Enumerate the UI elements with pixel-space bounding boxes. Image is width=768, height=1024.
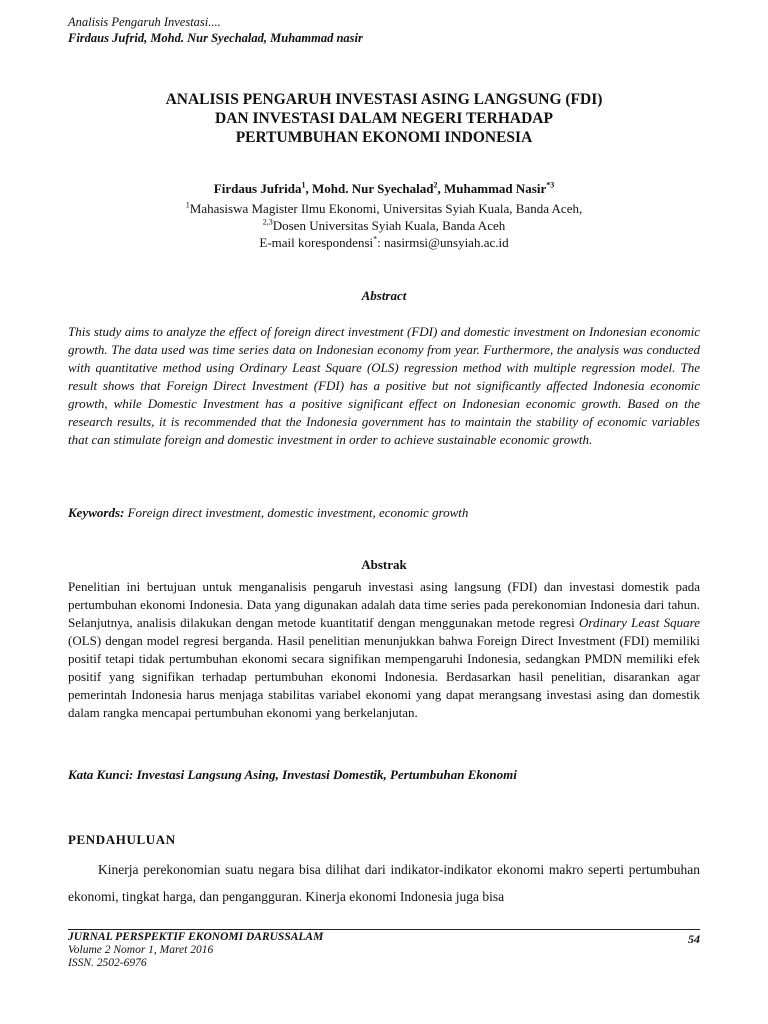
author-list (60, 181, 708, 197)
keywords-line (68, 505, 700, 521)
author-2-affiliation-mark: 2 (433, 180, 438, 190)
journal-volume: Volume 2 Nomor 1, Maret 2016 (68, 944, 214, 956)
keywords-label: Keywords: (68, 505, 125, 520)
email-address[interactable]: : nasirmsi@unsyiah.ac.id (377, 235, 509, 250)
abstract-text: This study aims to analyze the effect of foreign direct investment (FDI) and domestic investment on Indonesian economic growth. The data used was time series data on Indonesian economy from year. Furthermore, the analysis was conducted with quantitative method using Ordinary Least Square (OLS) regression method with multiple regression model. The result shows that Foreign Direct Investment (FDI) has a positive but not significantly affected Indonesia economic growth, while Domestic Investment has a positive significant effect on Indonesian economic growth. Based on the research results, it is recommended that the Indonesia government has to maintain the stability of economic variables that can stimulate foreign and domestic investment in order to achieve sustainable economic growth. (68, 324, 700, 447)
author-2: Mohd. Nur Syechalad (312, 181, 434, 196)
affiliation-2-text: Dosen Universitas Syiah Kuala, Banda Aceh (272, 218, 506, 233)
intro-paragraph (68, 856, 700, 910)
title-line-3: PERTUMBUHAN EKONOMI INDONESIA (235, 129, 533, 146)
author-separator: , (437, 181, 445, 196)
abstrak-text (68, 578, 700, 722)
abstrak-heading: Abstrak (361, 557, 407, 572)
affiliation-2-mark: 2,3 (262, 217, 273, 227)
keywords-text: Foreign direct investment, domestic investment, economic growth (124, 505, 469, 520)
email-label: E-mail korespondensi (259, 235, 374, 250)
abstrak-method-term: Ordinary Least Square (579, 615, 700, 630)
page-number: 54 (688, 932, 700, 946)
author-1-affiliation-mark: 1 (301, 180, 306, 190)
section-heading-pendahuluan: PENDAHULUAN (68, 832, 176, 847)
footer-divider (68, 929, 700, 930)
intro-text: Kinerja perekonomian suatu negara bisa dilihat dari indikator-indikator ekonomi makro seperti pertumbuhan ekonomi, tingkat harga, dan pengangguran. Kinerja ekonomi Indonesia juga bisa (68, 862, 700, 904)
running-head-title: Analisis Pengaruh Investasi.... (68, 15, 221, 29)
title-line-1: ANALISIS PENGARUH INVESTASI ASING LANGSUNG (FDI) (165, 91, 603, 108)
running-head (68, 14, 363, 46)
correspondence-email (60, 234, 708, 251)
title-line-2: DAN INVESTASI DALAM NEGERI TERHADAP (215, 110, 553, 127)
journal-name: JURNAL PERSPEKTIF EKONOMI DARUSSALAM (68, 931, 324, 943)
abstrak-text-part-1: Penelitian ini bertujuan untuk menganalisis pengaruh investasi asing langsung (FDI) dan investasi domestik pada pertumbuhan ekonomi Indonesia. Data yang digunakan adalah data time series pada perekonomian Indonesia dari tahun. Selanjutnya, analisis dilakukan dengan metode kuantitatif dengan menggunakan metode regresi (68, 579, 700, 630)
affiliation-1 (60, 200, 708, 217)
author-3: Muhammad Nasir (444, 181, 547, 196)
abstract-heading: Abstract (361, 288, 407, 303)
author-3-affiliation-mark: *3 (546, 180, 555, 190)
kata-kunci-line: Kata Kunci: Investasi Langsung Asing, Investasi Domestik, Pertumbuhan Ekonomi (68, 767, 517, 782)
affiliation-1-text: Mahasiswa Magister Ilmu Ekonomi, Universitas Syiah Kuala, Banda Aceh, (189, 201, 583, 216)
journal-issn: ISSN. 2502-6976 (68, 957, 147, 969)
paper-title (60, 90, 708, 147)
affiliation-1-mark: 1 (185, 200, 190, 210)
author-separator: , (305, 181, 313, 196)
journal-footer (68, 931, 323, 970)
affiliation-2 (60, 217, 708, 234)
abstrak-text-part-2: (OLS) dengan model regresi berganda. Hasil penelitian menunjukkan bahwa Foreign Direct Investment (FDI) memiliki positif tetapi tidak pertumbuhan ekonomi secara signifikan mempengaruhi Indonesia, sedangkan PMDN memiliki efek positif yang signifikan terhadap pertumbuhan ekonomi Indonesia. Berdasarkan hasil penelitian, disarankan agar pemerintah Indonesia harus menjaga stabilitas variabel ekonomi yang dapat merangsang investasi asing dan domestik dalam rangka mencapai pertumbuhan ekonomi yang berkelanjutan. (68, 633, 700, 720)
email-mark: * (373, 234, 378, 244)
author-1: Firdaus Jufrida (213, 181, 302, 196)
running-head-authors: Firdaus Jufrid, Mohd. Nur Syechalad, Muhammad nasir (68, 31, 363, 45)
